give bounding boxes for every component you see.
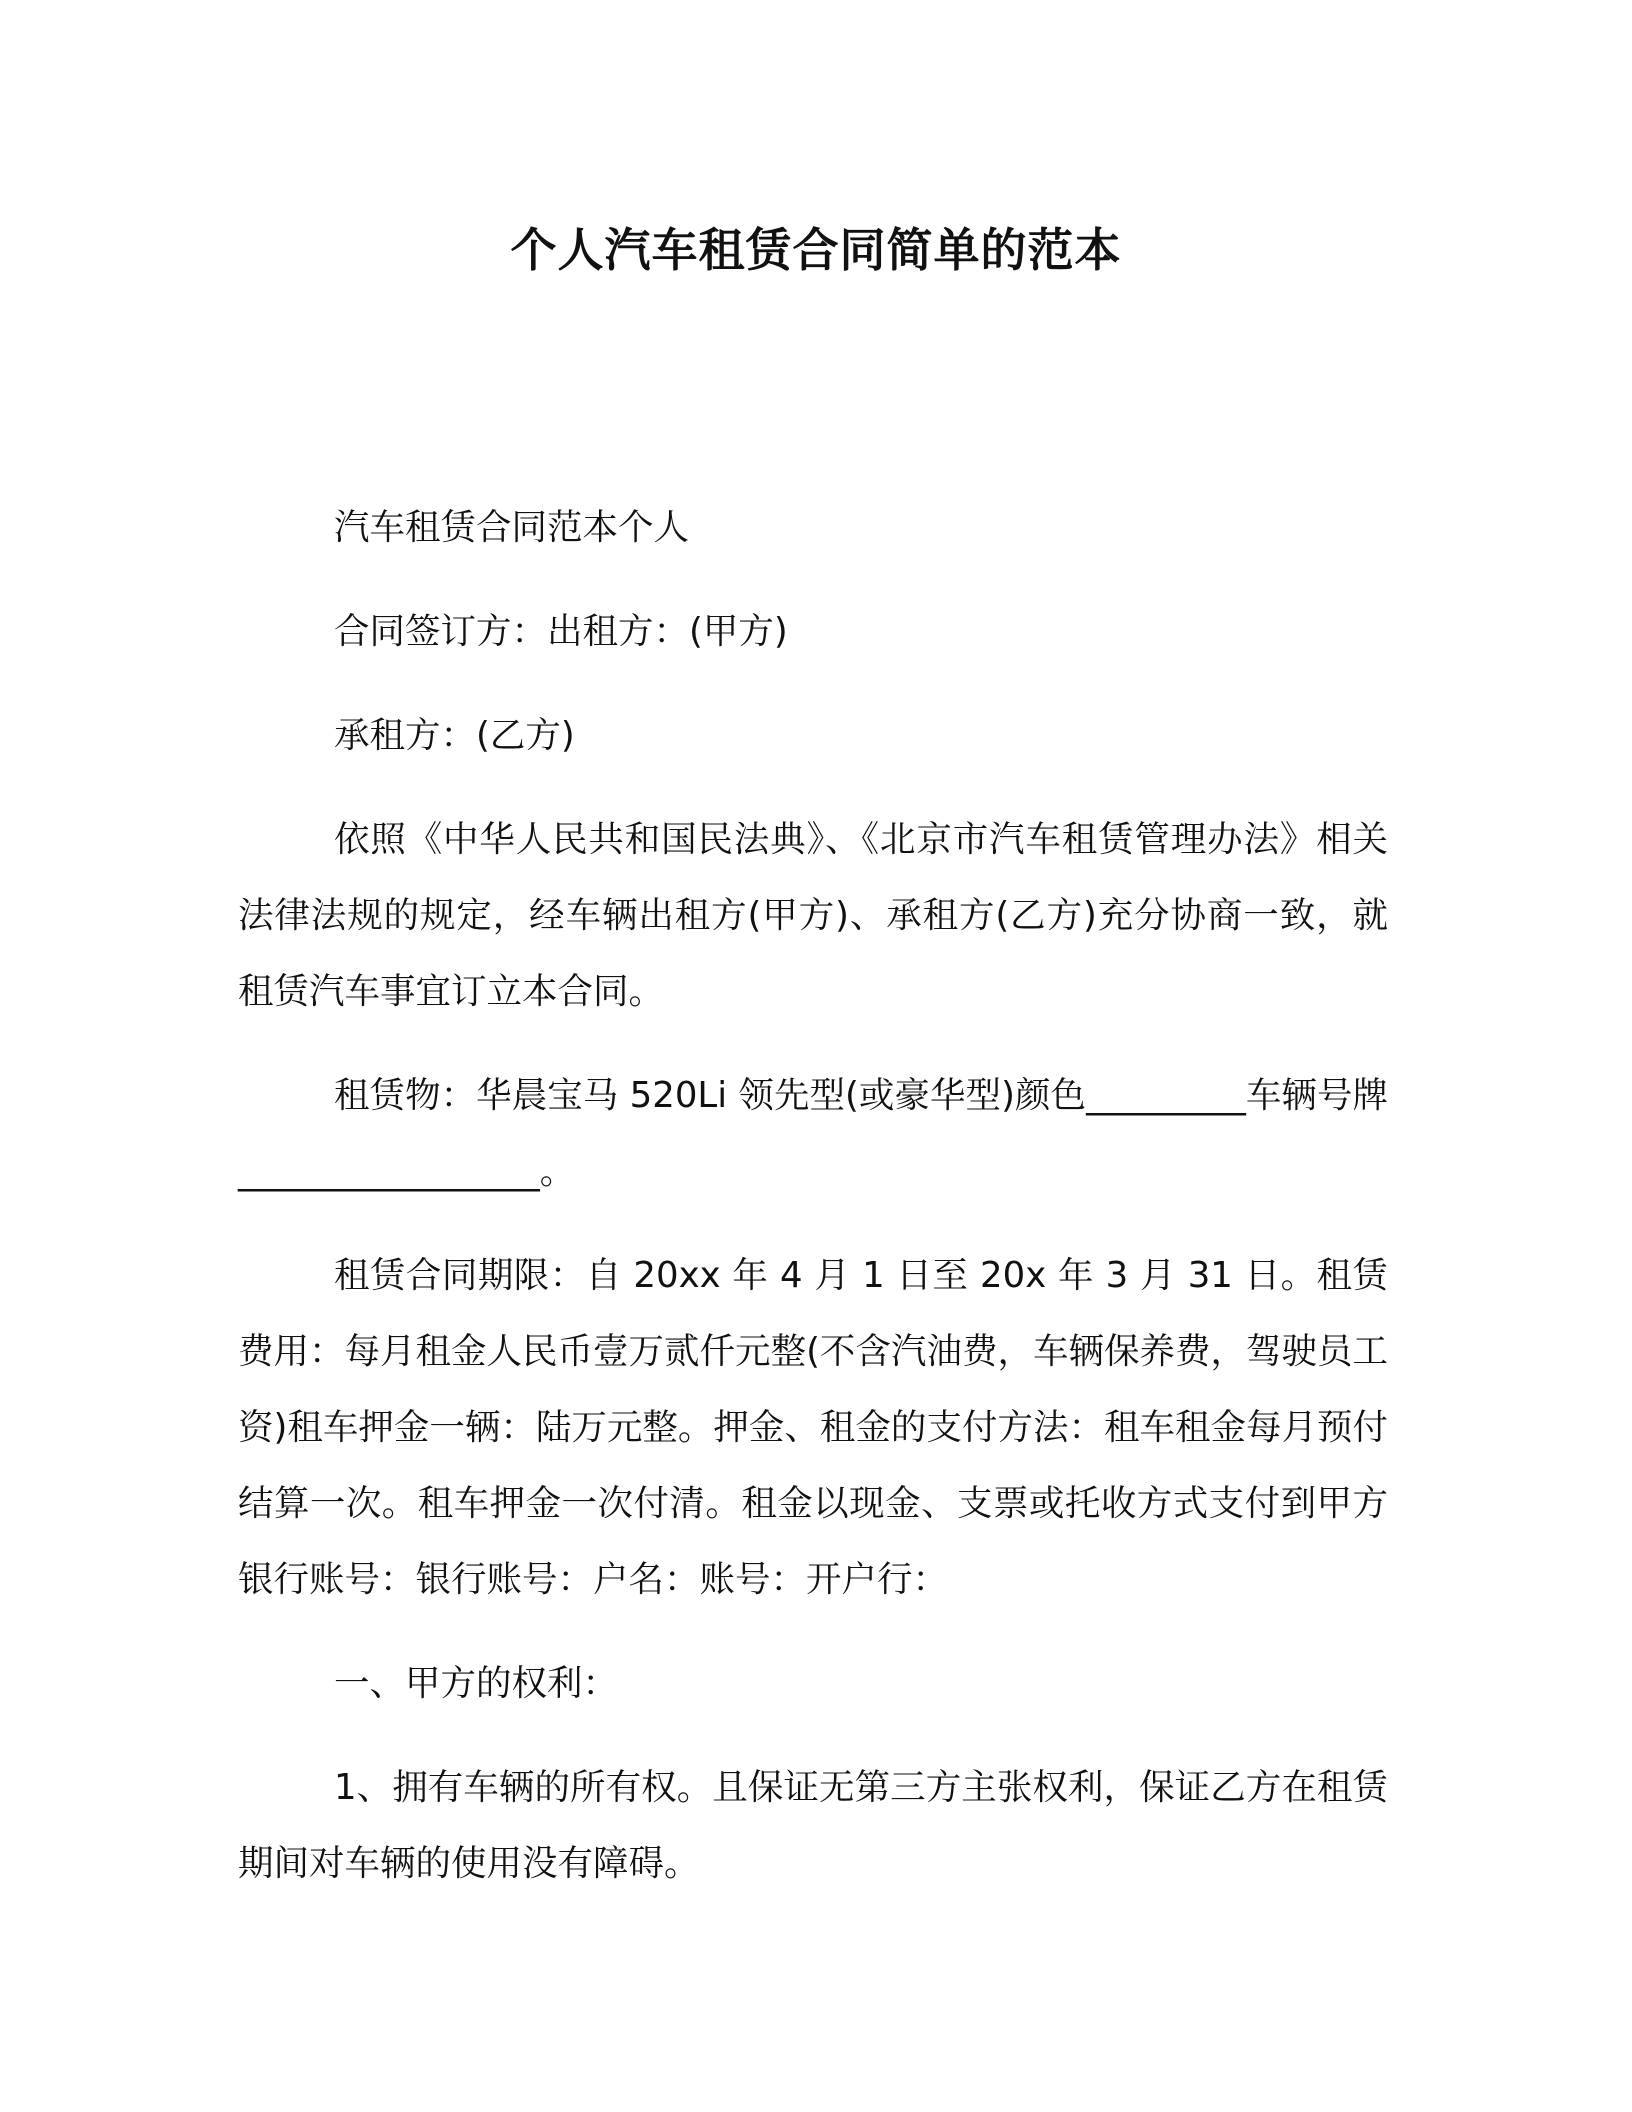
paragraph-clause-1: 1、拥有车辆的所有权。且保证无第三方主张权利，保证乙方在租赁期间对车辆的使用没有障碍。 [238,1767,1388,1884]
paragraph-party-a: 合同签订方：出租方：(甲方) [334,611,788,652]
section-heading-party-a-rights: 一、甲方的权利： [334,1663,619,1704]
document-body [238,490,1388,1930]
paragraph-legal-basis: 依照《中华人民共和国民法典》、《北京市汽车租赁管理办法》相关法律法规的规定，经车辆出租方(甲方)、承租方(乙方)充分协商一致，就租赁汽车事宜订立本合同。 [238,819,1388,1012]
paragraph-leased-item: 租赁物：华晨宝马 520Li 领先型(或豪华型)颜色_________车辆号牌_________________。 [238,1075,1388,1192]
paragraph-subtitle: 汽车租赁合同范本个人 [334,507,690,548]
paragraph-party-b: 承租方：(乙方) [334,715,575,756]
document-title: 个人汽车租赁合同简单的范本 [510,223,1122,277]
paragraph-term-and-fees: 租赁合同期限：自 20xx 年 4 月 1 日至 20x 年 3 月 31 日。租赁费用：每月租金人民币壹万贰仟元整(不含汽油费，车辆保养费，驾驶员工资)租车押金一辆：陆万元整。押金、租金的支付方法：租车租金每月预付结算一次。租车押金一次付清。租金以现金、支票或托收方式支付到甲方银行账号：银行账号：户名：账号：开户行： [238,1255,1388,1600]
